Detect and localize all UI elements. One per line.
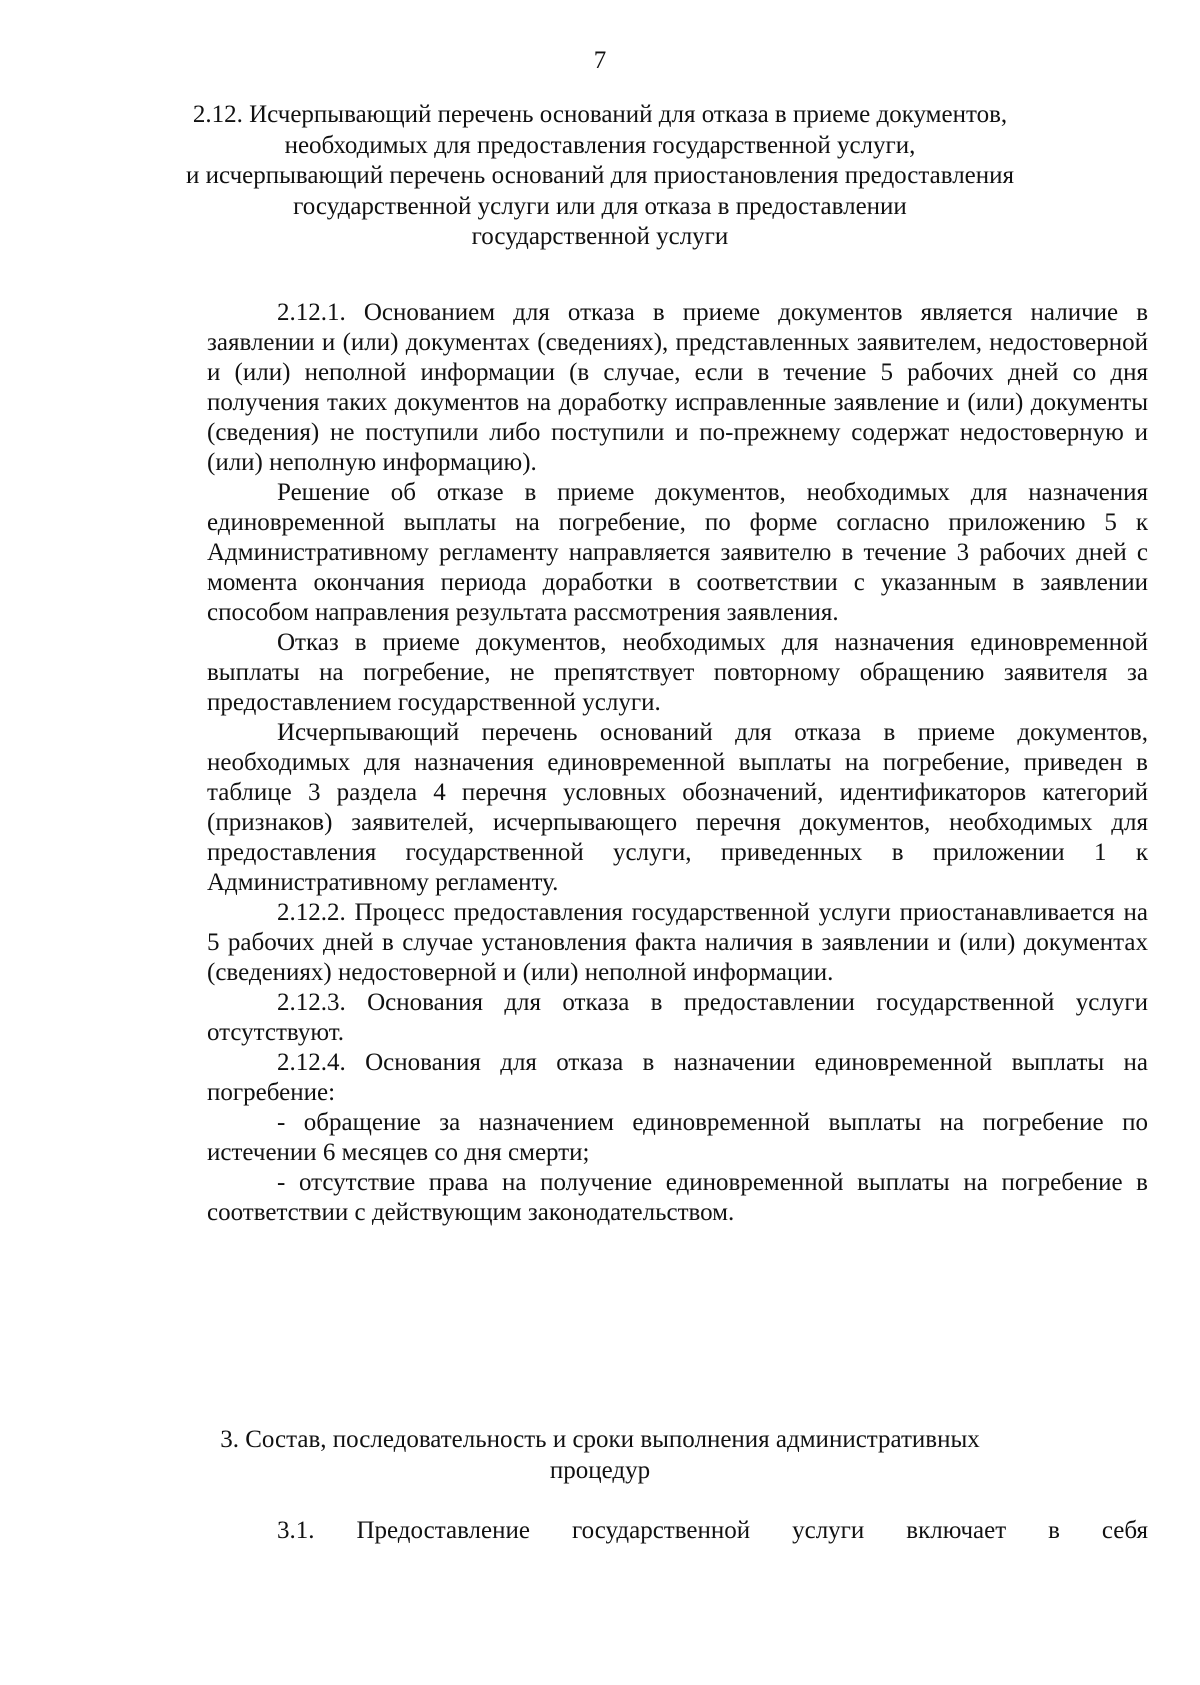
paragraph-refusal-no-obstacle: Отказ в приеме документов, необходимых для назначения единовременной выплаты на погребение, не препятствует повторному обращению заявителя за предоставлением государственной услуги. xyxy=(207,629,1148,716)
section-heading-2-12 xyxy=(160,100,1040,253)
paragraph-2-12-2: 2.12.2. Процесс предоставления государственной услуги приостанавливается на 5 рабочих дней в случае установления факта наличия в заявлении и (или) документах (сведениях) недостоверной и (или) неполной информации. xyxy=(207,899,1148,986)
page-number: 7 xyxy=(593,47,607,74)
paragraph-2-12-4: 2.12.4. Основания для отказа в назначении единовременной выплаты на погребение: xyxy=(207,1049,1148,1106)
heading-line: 3. Состав, последовательность и сроки выполнения административных xyxy=(220,1426,980,1453)
body-text xyxy=(207,298,1148,1228)
paragraph-refusal-decision: Решение об отказе в приеме документов, необходимых для назначения единовременной выплаты на погребение, по форме согласно приложению 5 к Административному регламенту направляется заявителю в течение 3 рабочих дней с момента окончания периода доработки в соответствии с указанным в заявлении способом направления результата рассмотрения заявления. xyxy=(207,479,1148,626)
paragraph-3-1: 3.1. Предоставление государственной услуги включает в себя xyxy=(277,1517,1148,1544)
heading-line: государственной услуги или для отказа в предоставлении xyxy=(293,192,907,220)
section-heading-3 xyxy=(160,1424,1040,1486)
paragraph-exhaustive-list: Исчерпывающий перечень оснований для отказа в приеме документов, необходимых для назначения единовременной выплаты на погребение, приведен в таблице 3 раздела 4 перечня условных обозначений, идентификаторов категорий (признаков) заявителей, исчерпывающего перечня документов, необходимых для предоставления государственной услуги, приведенных в приложении 1 к Административному регламенту. xyxy=(207,719,1148,896)
list-item-6-months: - обращение за назначением единовременной выплаты на погребение по истечении 6 месяцев со дня смерти; xyxy=(207,1109,1148,1166)
heading-line: 2.12. Исчерпывающий перечень оснований для отказа в приеме документов, xyxy=(192,101,1008,128)
heading-line: необходимых для предоставления государственной услуги, xyxy=(284,131,916,159)
heading-line: процедур xyxy=(549,1457,651,1484)
paragraph-2-12-1: 2.12.1. Основанием для отказа в приеме документов является наличие в заявлении и (или) документах (сведениях), представленных заявителем, недостоверной и (или) неполной информации (в случае, если в течение 5 рабочих дней со дня получения таких документов на доработку исправленные заявление и (или) документы (сведения) не поступили либо поступили и по-прежнему содержат недостоверную и (или) неполную информацию). xyxy=(207,299,1148,476)
heading-line: государственной услуги xyxy=(471,223,729,250)
paragraph-2-12-3: 2.12.3. Основания для отказа в предоставлении государственной услуги отсутствуют. xyxy=(207,989,1148,1046)
heading-line: и исчерпывающий перечень оснований для приостановления предоставления xyxy=(185,162,1015,189)
list-item-no-right: - отсутствие права на получение единовременной выплаты на погребение в соответствии с действующим законодательством. xyxy=(207,1169,1148,1226)
